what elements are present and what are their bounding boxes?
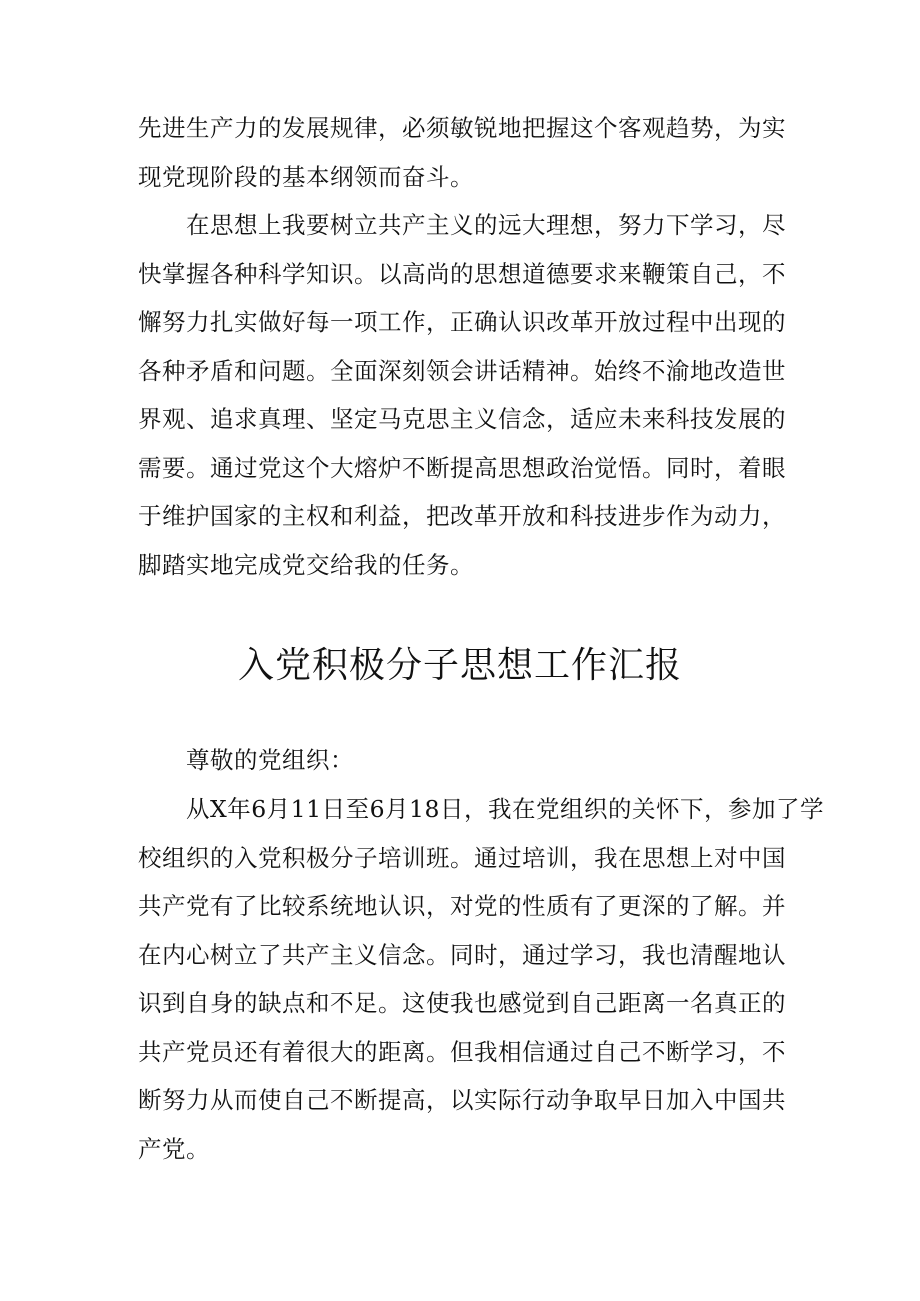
text-line: 产党。	[138, 1134, 210, 1163]
text-line: 懈努力扎实做好每一项工作，正确认识改革开放过程中出现的	[138, 308, 786, 336]
text-line: 在思想上我要树立共产主义的远大理想，努力下学习，尽	[138, 211, 786, 239]
paragraph-continuation	[138, 104, 794, 201]
salutation-line: 尊敬的党组织：	[138, 746, 354, 774]
text-line: 在内心树立了共产主义信念。同时，通过学习，我也清醒地认	[138, 940, 786, 969]
text-line: 从X年6月11日至6月18日，我在党组织的关怀下，参加了学	[138, 795, 824, 823]
text-line: 校组织的入党积极分子培训班。通过培训，我在思想上对中国	[138, 843, 786, 872]
text-line: 现党现阶段的基本纲领而奋斗。	[138, 162, 474, 191]
text-line: 各种矛盾和问题。全面深刻领会讲话精神。始终不渝地改造世	[138, 356, 786, 385]
text-line: 界观、追求真理、坚定马克思主义信念，适应未来科技发展的	[138, 405, 786, 433]
document-title: 入党积极分子思想工作汇报	[237, 645, 682, 686]
text-line: 快掌握各种科学知识。以高尚的思想道德要求来鞭策自己，不	[138, 259, 786, 288]
text-line: 识到自身的缺点和不足。这使我也感觉到自己距离一名真正的	[138, 989, 786, 1017]
text-line: 先进生产力的发展规律，必须敏锐地把握这个客观趋势，为实	[138, 114, 786, 142]
text-line: 共产党有了比较系统地认识，对党的性质有了更深的了解。并	[138, 892, 786, 920]
text-line: 共产党员还有着很大的距离。但我相信通过自己不断学习，不	[138, 1037, 786, 1066]
text-line: 脚踏实地完成党交给我的任务。	[138, 550, 474, 579]
text-line: 需要。通过党这个大熔炉不断提高思想政治觉悟。同时，着眼	[138, 453, 786, 482]
paragraph-training	[138, 785, 824, 1173]
salutation	[138, 736, 794, 785]
paragraph-ideology	[138, 201, 794, 589]
text-line: 断努力从而使自己不断提高，以实际行动争取早日加入中国共	[138, 1086, 786, 1114]
text-line: 于维护国家的主权和利益，把改革开放和科技进步作为动力，	[138, 502, 786, 530]
